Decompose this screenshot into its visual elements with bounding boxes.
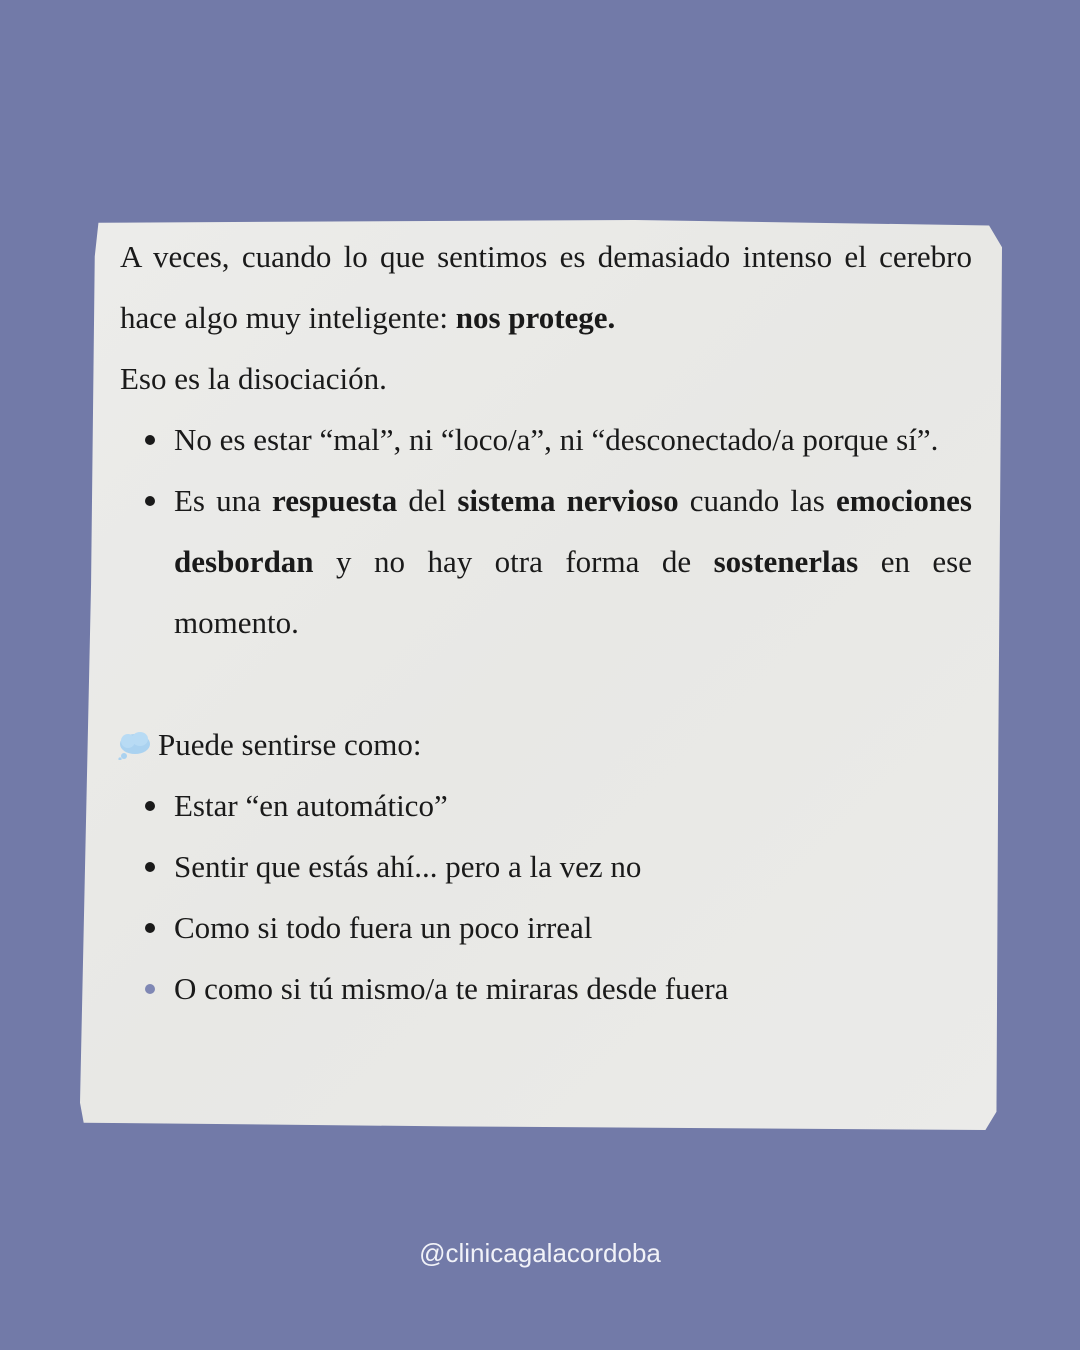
bullet-icon [145,801,155,811]
definition-list [120,409,972,653]
list-item-bold: respuesta [272,483,398,518]
feel-list [120,775,972,1019]
bullet-icon [145,862,155,872]
intro-text: A veces, cuando lo que sentimos es demasiado intenso el cerebro hace algo muy inteligente: [120,239,972,335]
list-item [120,836,972,897]
list-item [120,409,972,470]
intro-bold: nos protege. [455,300,616,335]
account-handle: @clinicagalacordoba [419,1238,661,1268]
list-item-text: en ese momento. [174,544,972,640]
feel-intro-text: Puede sentirse como: [158,727,422,762]
list-item-bold: sostenerlas [713,544,859,579]
thought-cloud-icon [118,730,152,760]
intro-paragraph [120,226,972,348]
list-item-bold: emociones desbordan [174,483,972,579]
list-item [120,775,972,836]
list-item-text: cuando las [678,483,836,518]
bullet-icon [145,984,155,994]
list-item-text: del [397,483,458,518]
list-item-text: O como si tú mismo/a te miraras desde fuera [174,971,729,1006]
card-content [120,226,972,1019]
list-item [120,958,972,1019]
list-item-text: Como si todo fuera un poco irreal [174,910,593,945]
list-item-bold: sistema nervioso [457,483,679,518]
list-item-text: Es una [174,483,273,518]
list-item-text: Sentir que estás ahí... pero a la vez no [174,849,642,884]
list-item-text: No es estar “mal”, ni “loco/a”, ni “desconectado/a porque sí”. [174,422,939,457]
feel-intro [120,714,972,775]
list-item-text: Estar “en automático” [174,788,448,823]
bullet-icon [145,435,155,445]
list-item [120,470,972,653]
definition-line: Eso es la disociación. [120,361,387,396]
list-item [120,897,972,958]
list-item-text: y no hay otra forma de [313,544,714,579]
spacer [120,653,972,714]
bullet-icon [145,496,155,506]
bullet-icon [145,923,155,933]
